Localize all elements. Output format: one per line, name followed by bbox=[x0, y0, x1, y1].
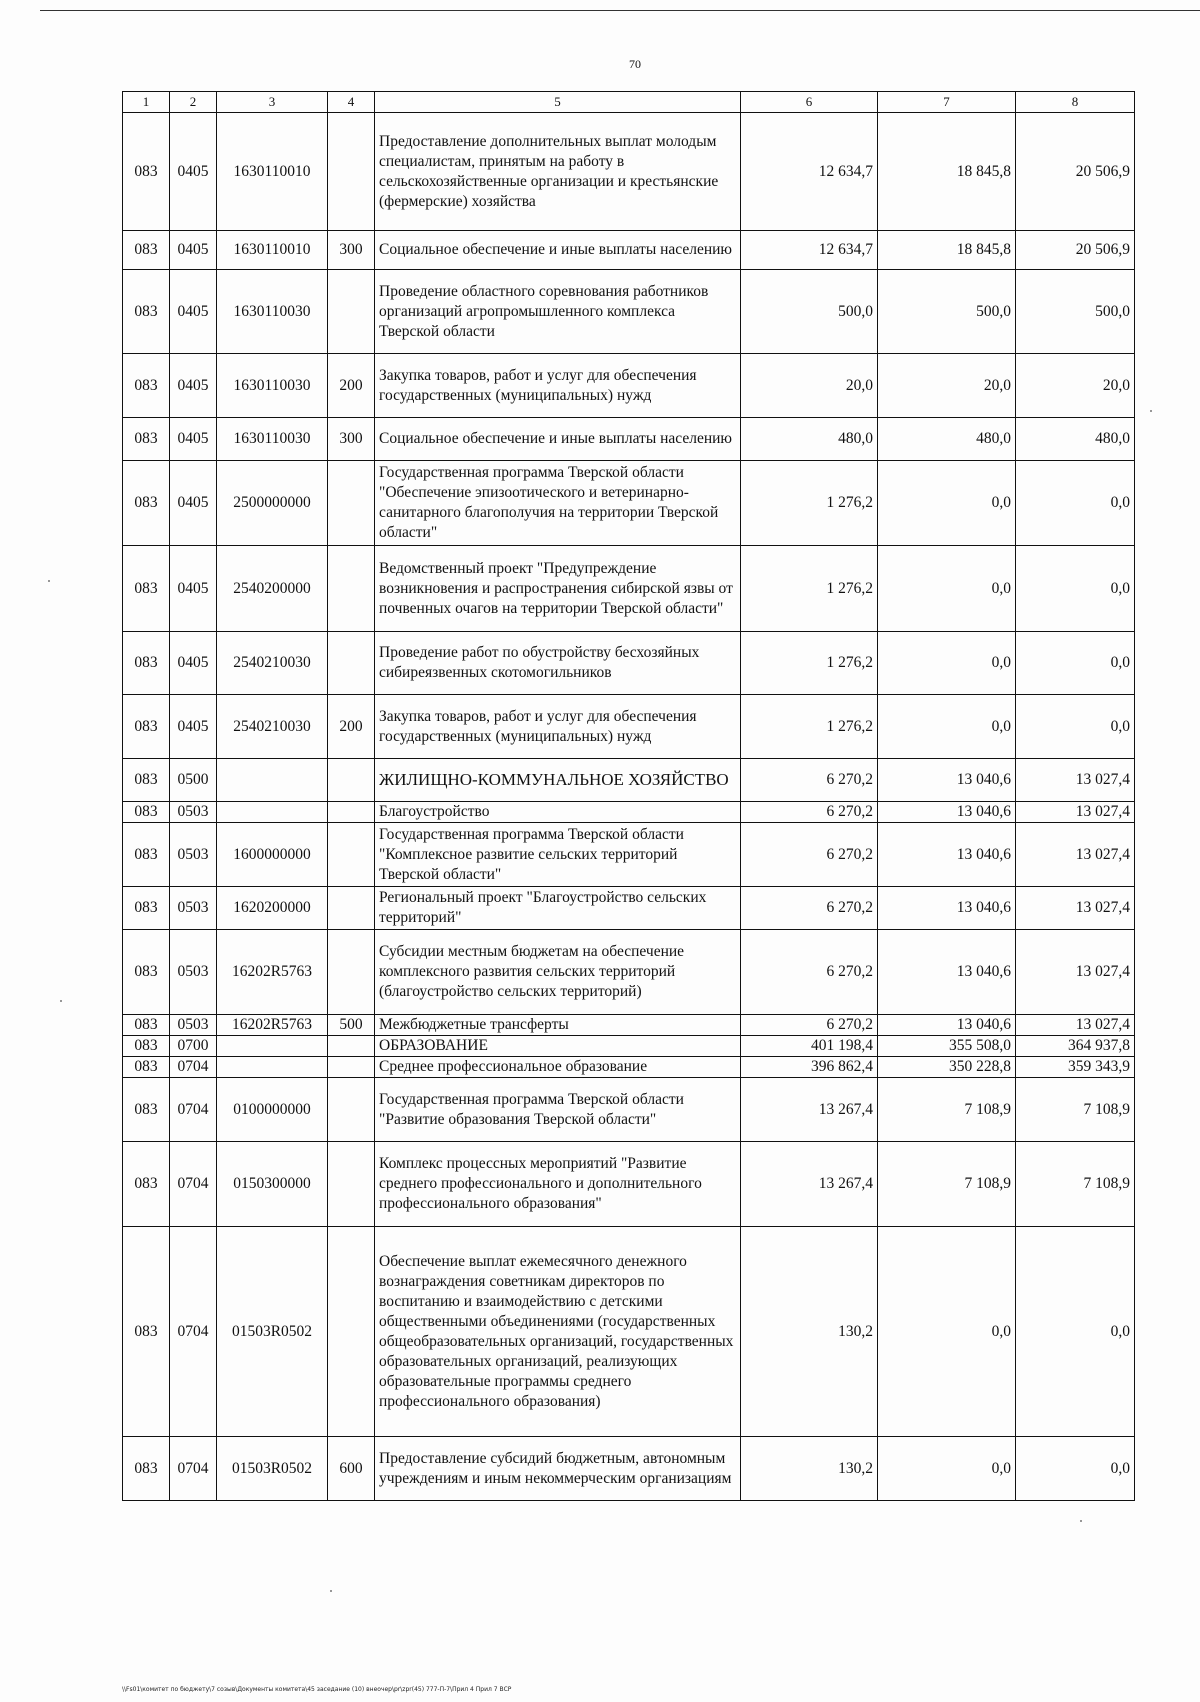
cell-amount-col6: 13 267,4 bbox=[741, 1142, 878, 1227]
cell-description: Государственная программа Тверской области "Комплексное развитие сельских территорий Тверской области" bbox=[375, 823, 741, 887]
cell-amount-col6: 6 270,2 bbox=[741, 759, 878, 802]
cell-expense-type: 300 bbox=[328, 418, 375, 461]
cell-target-code bbox=[217, 1057, 328, 1078]
cell-target-code: 0100000000 bbox=[217, 1078, 328, 1142]
cell-target-code: 1630110030 bbox=[217, 418, 328, 461]
cell-target-code: 1620200000 bbox=[217, 887, 328, 930]
page-number: 70 bbox=[629, 57, 641, 71]
cell-amount-col8: 0,0 bbox=[1016, 632, 1135, 695]
cell-amount-col7: 0,0 bbox=[878, 546, 1016, 632]
cell-target-code: 2540200000 bbox=[217, 546, 328, 632]
cell-amount-col6: 130,2 bbox=[741, 1227, 878, 1437]
cell-description: Ведомственный проект "Предупреждение возникновения и распространения сибирской язвы от почвенных очагов на территории Тверской области" bbox=[375, 546, 741, 632]
cell-description: Проведение областного соревнования работников организаций агропромышленного комплекса Тверской области bbox=[375, 270, 741, 354]
cell-amount-col7: 7 108,9 bbox=[878, 1142, 1016, 1227]
column-header: 7 bbox=[878, 92, 1016, 113]
cell-amount-col6: 1 276,2 bbox=[741, 546, 878, 632]
cell-expense-type: 500 bbox=[328, 1015, 375, 1036]
cell-section-code: 0405 bbox=[170, 695, 217, 759]
cell-target-code: 2500000000 bbox=[217, 461, 328, 546]
table-row bbox=[123, 113, 1135, 231]
cell-section-code: 0503 bbox=[170, 823, 217, 887]
cell-amount-col7: 13 040,6 bbox=[878, 823, 1016, 887]
cell-amount-col8: 359 343,9 bbox=[1016, 1057, 1135, 1078]
cell-ministry-code: 083 bbox=[123, 823, 170, 887]
cell-amount-col6: 480,0 bbox=[741, 418, 878, 461]
cell-ministry-code: 083 bbox=[123, 802, 170, 823]
cell-ministry-code: 083 bbox=[123, 1437, 170, 1501]
cell-expense-type bbox=[328, 113, 375, 231]
cell-description: ЖИЛИЩНО-КОММУНАЛЬНОЕ ХОЗЯЙСТВО bbox=[375, 759, 741, 802]
cell-amount-col6: 130,2 bbox=[741, 1437, 878, 1501]
cell-description: Закупка товаров, работ и услуг для обеспечения государственных (муниципальных) нужд bbox=[375, 354, 741, 418]
table-row bbox=[123, 695, 1135, 759]
column-header: 6 bbox=[741, 92, 878, 113]
cell-ministry-code: 083 bbox=[123, 461, 170, 546]
cell-description: Проведение работ по обустройству бесхозяйных сибиреязвенных скотомогильников bbox=[375, 632, 741, 695]
table-row bbox=[123, 759, 1135, 802]
cell-description: Межбюджетные трансферты bbox=[375, 1015, 741, 1036]
table-row bbox=[123, 354, 1135, 418]
cell-amount-col8: 364 937,8 bbox=[1016, 1036, 1135, 1057]
cell-amount-col7: 355 508,0 bbox=[878, 1036, 1016, 1057]
cell-ministry-code: 083 bbox=[123, 418, 170, 461]
cell-expense-type: 600 bbox=[328, 1437, 375, 1501]
cell-ministry-code: 083 bbox=[123, 1227, 170, 1437]
cell-expense-type bbox=[328, 887, 375, 930]
cell-amount-col7: 13 040,6 bbox=[878, 1015, 1016, 1036]
cell-expense-type bbox=[328, 461, 375, 546]
cell-amount-col8: 13 027,4 bbox=[1016, 887, 1135, 930]
table-row bbox=[123, 802, 1135, 823]
column-header: 3 bbox=[217, 92, 328, 113]
cell-expense-type bbox=[328, 823, 375, 887]
cell-expense-type: 200 bbox=[328, 354, 375, 418]
budget-table bbox=[122, 91, 1135, 1501]
cell-ministry-code: 083 bbox=[123, 113, 170, 231]
table-row bbox=[123, 1142, 1135, 1227]
column-header: 5 bbox=[375, 92, 741, 113]
cell-section-code: 0704 bbox=[170, 1057, 217, 1078]
scan-speck bbox=[60, 1000, 62, 1002]
cell-target-code: 1630110010 bbox=[217, 231, 328, 270]
cell-amount-col6: 20,0 bbox=[741, 354, 878, 418]
cell-target-code: 0150300000 bbox=[217, 1142, 328, 1227]
cell-expense-type: 300 bbox=[328, 231, 375, 270]
cell-target-code: 01503R0502 bbox=[217, 1227, 328, 1437]
cell-expense-type bbox=[328, 270, 375, 354]
cell-description: ОБРАЗОВАНИЕ bbox=[375, 1036, 741, 1057]
cell-description: Благоустройство bbox=[375, 802, 741, 823]
cell-amount-col7: 500,0 bbox=[878, 270, 1016, 354]
cell-expense-type bbox=[328, 1078, 375, 1142]
cell-amount-col7: 18 845,8 bbox=[878, 231, 1016, 270]
cell-section-code: 0500 bbox=[170, 759, 217, 802]
scan-speck bbox=[330, 1590, 332, 1592]
cell-section-code: 0700 bbox=[170, 1036, 217, 1057]
cell-amount-col8: 0,0 bbox=[1016, 546, 1135, 632]
cell-ministry-code: 083 bbox=[123, 1036, 170, 1057]
cell-section-code: 0503 bbox=[170, 1015, 217, 1036]
table-row bbox=[123, 1437, 1135, 1501]
table-row bbox=[123, 546, 1135, 632]
cell-ministry-code: 083 bbox=[123, 930, 170, 1015]
table-row bbox=[123, 930, 1135, 1015]
cell-amount-col8: 13 027,4 bbox=[1016, 930, 1135, 1015]
cell-target-code bbox=[217, 759, 328, 802]
cell-amount-col6: 1 276,2 bbox=[741, 632, 878, 695]
cell-section-code: 0503 bbox=[170, 802, 217, 823]
cell-amount-col8: 500,0 bbox=[1016, 270, 1135, 354]
cell-section-code: 0405 bbox=[170, 546, 217, 632]
column-header: 1 bbox=[123, 92, 170, 113]
cell-amount-col8: 0,0 bbox=[1016, 695, 1135, 759]
cell-ministry-code: 083 bbox=[123, 1057, 170, 1078]
cell-ministry-code: 083 bbox=[123, 270, 170, 354]
cell-expense-type bbox=[328, 632, 375, 695]
cell-section-code: 0405 bbox=[170, 231, 217, 270]
cell-description: Государственная программа Тверской области "Развитие образования Тверской области" bbox=[375, 1078, 741, 1142]
cell-section-code: 0405 bbox=[170, 461, 217, 546]
cell-target-code: 1630110010 bbox=[217, 113, 328, 231]
cell-ministry-code: 083 bbox=[123, 632, 170, 695]
cell-amount-col7: 13 040,6 bbox=[878, 759, 1016, 802]
cell-description: Субсидии местным бюджетам на обеспечение комплексного развития сельских территорий (благоустройство сельских территорий) bbox=[375, 930, 741, 1015]
cell-amount-col7: 0,0 bbox=[878, 1227, 1016, 1437]
cell-amount-col7: 13 040,6 bbox=[878, 802, 1016, 823]
column-number-row bbox=[123, 92, 1135, 113]
cell-amount-col8: 7 108,9 bbox=[1016, 1142, 1135, 1227]
cell-expense-type bbox=[328, 802, 375, 823]
cell-section-code: 0405 bbox=[170, 270, 217, 354]
cell-ministry-code: 083 bbox=[123, 759, 170, 802]
cell-amount-col8: 0,0 bbox=[1016, 1227, 1135, 1437]
cell-amount-col7: 18 845,8 bbox=[878, 113, 1016, 231]
cell-amount-col6: 6 270,2 bbox=[741, 887, 878, 930]
cell-target-code: 1630110030 bbox=[217, 354, 328, 418]
cell-target-code: 01503R0502 bbox=[217, 1437, 328, 1501]
cell-description: Социальное обеспечение и иные выплаты населению bbox=[375, 231, 741, 270]
table-row bbox=[123, 1227, 1135, 1437]
cell-amount-col7: 350 228,8 bbox=[878, 1057, 1016, 1078]
cell-amount-col8: 20,0 bbox=[1016, 354, 1135, 418]
cell-description: Закупка товаров, работ и услуг для обеспечения государственных (муниципальных) нужд bbox=[375, 695, 741, 759]
cell-amount-col8: 0,0 bbox=[1016, 1437, 1135, 1501]
cell-expense-type: 200 bbox=[328, 695, 375, 759]
cell-amount-col6: 6 270,2 bbox=[741, 802, 878, 823]
cell-amount-col7: 20,0 bbox=[878, 354, 1016, 418]
cell-description: Предоставление дополнительных выплат молодым специалистам, принятым на работу в сельскохозяйственные организации и крестьянские (фермерские) хозяйства bbox=[375, 113, 741, 231]
cell-expense-type bbox=[328, 1057, 375, 1078]
cell-amount-col8: 480,0 bbox=[1016, 418, 1135, 461]
cell-section-code: 0405 bbox=[170, 632, 217, 695]
cell-description: Государственная программа Тверской области "Обеспечение эпизоотического и ветеринарно-санитарного благополучия на территории Тверской области" bbox=[375, 461, 741, 546]
cell-amount-col8: 7 108,9 bbox=[1016, 1078, 1135, 1142]
cell-description: Предоставление субсидий бюджетным, автономным учреждениям и иным некоммерческим организациям bbox=[375, 1437, 741, 1501]
cell-amount-col8: 13 027,4 bbox=[1016, 1015, 1135, 1036]
column-header: 4 bbox=[328, 92, 375, 113]
cell-description: Обеспечение выплат ежемесячного денежного вознаграждения советникам директоров по воспитанию и взаимодействию с детскими общественными объединениями (государственных общеобразовательных организаций, государственных образовательных организаций, реализующих образовательные программы среднего профессионального образования) bbox=[375, 1227, 741, 1437]
cell-expense-type bbox=[328, 1227, 375, 1437]
scan-speck bbox=[1150, 410, 1152, 412]
table-body bbox=[123, 113, 1135, 1501]
cell-section-code: 0503 bbox=[170, 930, 217, 1015]
cell-target-code bbox=[217, 1036, 328, 1057]
cell-section-code: 0704 bbox=[170, 1437, 217, 1501]
cell-amount-col7: 0,0 bbox=[878, 695, 1016, 759]
cell-section-code: 0503 bbox=[170, 887, 217, 930]
cell-amount-col8: 13 027,4 bbox=[1016, 759, 1135, 802]
cell-section-code: 0704 bbox=[170, 1078, 217, 1142]
table-row bbox=[123, 418, 1135, 461]
cell-expense-type bbox=[328, 1142, 375, 1227]
cell-description: Региональный проект "Благоустройство сельских территорий" bbox=[375, 887, 741, 930]
cell-section-code: 0405 bbox=[170, 354, 217, 418]
cell-ministry-code: 083 bbox=[123, 1078, 170, 1142]
cell-expense-type bbox=[328, 1036, 375, 1057]
cell-amount-col8: 0,0 bbox=[1016, 461, 1135, 546]
scan-speck bbox=[1080, 1520, 1082, 1522]
cell-target-code: 16202R5763 bbox=[217, 930, 328, 1015]
cell-amount-col7: 7 108,9 bbox=[878, 1078, 1016, 1142]
table-row bbox=[123, 632, 1135, 695]
table-row bbox=[123, 823, 1135, 887]
cell-amount-col6: 401 198,4 bbox=[741, 1036, 878, 1057]
table-row bbox=[123, 231, 1135, 270]
scan-edge-line bbox=[40, 10, 1200, 11]
cell-expense-type bbox=[328, 930, 375, 1015]
cell-expense-type bbox=[328, 546, 375, 632]
cell-amount-col7: 13 040,6 bbox=[878, 930, 1016, 1015]
cell-amount-col6: 12 634,7 bbox=[741, 231, 878, 270]
cell-amount-col6: 13 267,4 bbox=[741, 1078, 878, 1142]
cell-target-code: 1600000000 bbox=[217, 823, 328, 887]
cell-target-code: 2540210030 bbox=[217, 695, 328, 759]
cell-ministry-code: 083 bbox=[123, 695, 170, 759]
cell-amount-col8: 13 027,4 bbox=[1016, 802, 1135, 823]
cell-target-code: 16202R5763 bbox=[217, 1015, 328, 1036]
cell-target-code: 1630110030 bbox=[217, 270, 328, 354]
cell-description: Комплекс процессных мероприятий "Развитие среднего профессионального и дополнительного профессионального образования" bbox=[375, 1142, 741, 1227]
cell-amount-col7: 0,0 bbox=[878, 632, 1016, 695]
cell-section-code: 0405 bbox=[170, 113, 217, 231]
cell-amount-col8: 13 027,4 bbox=[1016, 823, 1135, 887]
cell-amount-col6: 12 634,7 bbox=[741, 113, 878, 231]
cell-ministry-code: 083 bbox=[123, 231, 170, 270]
cell-amount-col7: 0,0 bbox=[878, 461, 1016, 546]
table-row bbox=[123, 1015, 1135, 1036]
cell-expense-type bbox=[328, 759, 375, 802]
column-header: 8 bbox=[1016, 92, 1135, 113]
table-row bbox=[123, 270, 1135, 354]
cell-amount-col7: 480,0 bbox=[878, 418, 1016, 461]
cell-section-code: 0704 bbox=[170, 1142, 217, 1227]
table-row bbox=[123, 1036, 1135, 1057]
column-header: 2 bbox=[170, 92, 217, 113]
table-row bbox=[123, 1057, 1135, 1078]
table-row bbox=[123, 887, 1135, 930]
cell-amount-col6: 1 276,2 bbox=[741, 461, 878, 546]
cell-section-code: 0405 bbox=[170, 418, 217, 461]
cell-description: Социальное обеспечение и иные выплаты населению bbox=[375, 418, 741, 461]
cell-amount-col6: 500,0 bbox=[741, 270, 878, 354]
cell-amount-col6: 6 270,2 bbox=[741, 1015, 878, 1036]
scan-speck bbox=[48, 580, 50, 582]
cell-amount-col8: 20 506,9 bbox=[1016, 231, 1135, 270]
cell-ministry-code: 083 bbox=[123, 354, 170, 418]
cell-amount-col6: 6 270,2 bbox=[741, 823, 878, 887]
cell-amount-col7: 0,0 bbox=[878, 1437, 1016, 1501]
cell-ministry-code: 083 bbox=[123, 546, 170, 632]
cell-amount-col8: 20 506,9 bbox=[1016, 113, 1135, 231]
table-row bbox=[123, 1078, 1135, 1142]
table-row bbox=[123, 461, 1135, 546]
cell-amount-col6: 6 270,2 bbox=[741, 930, 878, 1015]
cell-target-code bbox=[217, 802, 328, 823]
cell-section-code: 0704 bbox=[170, 1227, 217, 1437]
file-path-footer: \\Fs01\комитет по бюджету\7 созыв\Документы комитета\45 заседание (10) внеочер\pr\zpr(45) 777-П-7\Прил 4 Прил 7 ВСР bbox=[122, 1686, 512, 1693]
cell-amount-col6: 396 862,4 bbox=[741, 1057, 878, 1078]
cell-amount-col6: 1 276,2 bbox=[741, 695, 878, 759]
cell-ministry-code: 083 bbox=[123, 887, 170, 930]
cell-description: Среднее профессиональное образование bbox=[375, 1057, 741, 1078]
cell-ministry-code: 083 bbox=[123, 1142, 170, 1227]
cell-ministry-code: 083 bbox=[123, 1015, 170, 1036]
cell-target-code: 2540210030 bbox=[217, 632, 328, 695]
cell-amount-col7: 13 040,6 bbox=[878, 887, 1016, 930]
